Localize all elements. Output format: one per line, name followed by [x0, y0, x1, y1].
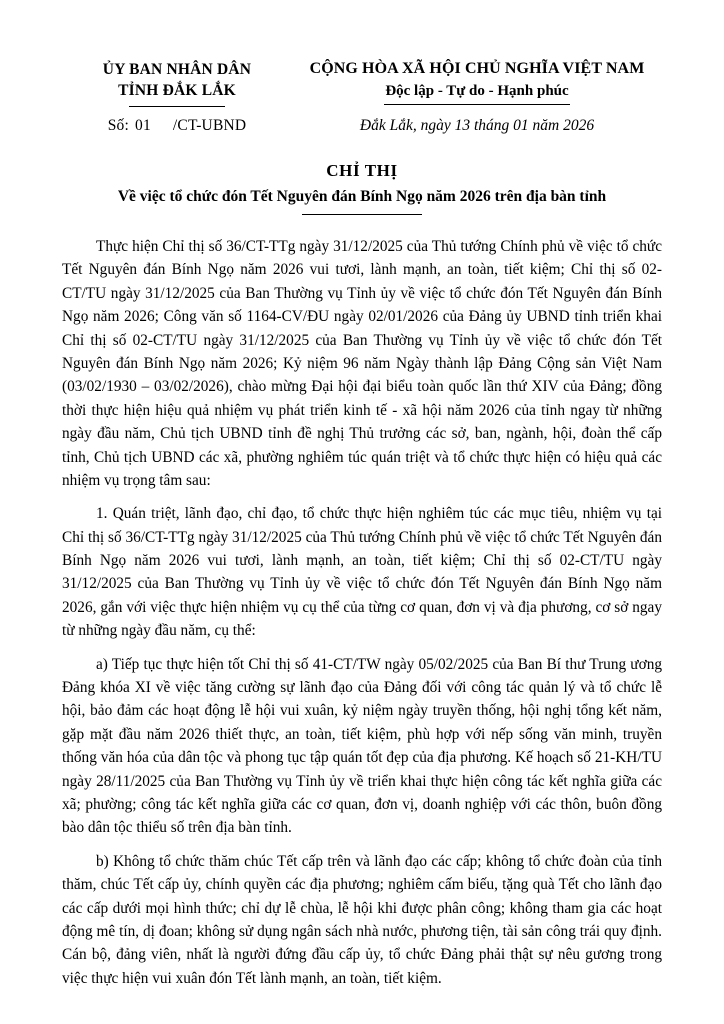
authority-line-1: ỦY BAN NHÂN DÂN [102, 61, 252, 78]
body-paragraph: Thực hiện Chỉ thị số 36/CT-TTg ngày 31/12/2025 của Thủ tướng Chính phủ về việc tổ chức Tết Nguyên đán Bính Ngọ năm 2026 vui tươi, lành mạnh, an toàn, tiết kiệm; Chỉ thị số 02-CT/TU ngày 31/12/2025 của Ban Thường vụ Tỉnh ủy về việc tổ chức đón Tết Nguyên đán Bính Ngọ năm 2026; Công văn số 1164-CV/ĐU ngày 02/01/2026 của Đảng ủy UBND tỉnh triển khai Chỉ thị số 02-CT/TU ngày 31/12/2025 của Ban Thường vụ Tỉnh ủy về việc tổ chức đón Tết Nguyên đán Bính Ngọ năm 2026; Kỷ niệm 96 năm Ngày thành lập Đảng Cộng sản Việt Nam (03/02/1930 – 03/02/2026), chào mừng Đại hội đại biểu toàn quốc lần thứ XIV của Đảng; đồng thời thực hiện hiệu quả nhiệm vụ phát triển kinh tế - xã hội năm 2026 của tỉnh ngay từ những ngày đầu năm, Chủ tịch UBND tỉnh đề nghị Thủ trưởng các sở, ban, ngành, hội, đoàn thể cấp tỉnh, Chủ tịch UBND các xã, phường nghiêm túc quán triệt và tổ chức thực hiện có hiệu quả các nhiệm vụ trọng tâm sau: [62, 237, 662, 489]
document-body [62, 235, 662, 990]
authority-line-2: TỈNH ĐẮK LẮK [118, 81, 236, 99]
document-number-suffix: /CT-UBND [172, 116, 247, 134]
title-underline [302, 214, 422, 215]
national-motto: Độc lập - Tự do - Hạnh phúc [385, 82, 569, 99]
national-underline [384, 104, 570, 105]
document-title-block [62, 161, 662, 215]
document-number-value: 01 [135, 116, 151, 134]
document-number-label: Số: [107, 116, 129, 134]
document-type: CHỈ THỊ [326, 160, 398, 180]
place-and-date: Đắk Lắk, ngày 13 tháng 01 năm 2026 [359, 116, 595, 134]
authority-underline [129, 106, 225, 107]
issuing-authority-block [62, 58, 292, 135]
document-header [62, 58, 662, 135]
body-paragraph: a) Tiếp tục thực hiện tốt Chỉ thị số 41-CT/TW ngày 05/02/2025 của Ban Bí thư Trung ương Đảng khóa XI về việc tăng cường sự lãnh đạo của Đảng đối với công tác quản lý và tổ chức lễ hội, bảo đảm các hoạt động lễ hội vui xuân, kỷ niệm ngày truyền thống, hội nghị tổng kết năm, gặp mặt đầu năm 2026 thiết thực, an toàn, tiết kiệm, phù hợp với nếp sống văn minh, truyền thống văn hóa của dân tộc và phong tục tập quán tốt đẹp của địa phương. Kế hoạch số 21-KH/TU ngày 28/11/2025 của Ban Thường vụ Tỉnh ủy về triển khai thực hiện công tác kết nghĩa giữa các xã; phường; công tác kết nghĩa giữa các cơ quan, đơn vị, doanh nghiệp với các thôn, buôn đồng bào dân tộc thiểu số trên địa bàn tỉnh. [62, 655, 662, 837]
national-heading-block [292, 58, 662, 135]
body-paragraph: b) Không tổ chức thăm chúc Tết cấp trên và lãnh đạo các cấp; không tổ chức đoàn của tỉnh thăm, chúc Tết cấp ủy, chính quyền các địa phương; nghiêm cấm biếu, tặng quà Tết cho lãnh đạo các cấp dưới mọi hình thức; chỉ dự lễ chùa, lễ hội khi được phân công; không tham gia các hoạt động mê tín, dị đoan; không sử dụng ngân sách nhà nước, phương tiện, tài sản công trái quy định. Cán bộ, đảng viên, nhất là người đứng đầu cấp ủy, tổ chức Đảng phải thật sự nêu gương trong việc thực hiện vui xuân đón Tết lành mạnh, an toàn, tiết kiệm. [62, 852, 662, 987]
document-number-line [62, 117, 292, 135]
national-title: CỘNG HÒA XÃ HỘI CHỦ NGHĨA VIỆT NAM [309, 60, 645, 77]
body-paragraph: 1. Quán triệt, lãnh đạo, chỉ đạo, tổ chức thực hiện nghiêm túc các mục tiêu, nhiệm vụ tại Chỉ thị số 36/CT-TTg ngày 31/12/2025 của Thủ tướng Chính phủ về việc tổ chức Tết Nguyên đán Bính Ngọ năm 2026 vui tươi, lành mạnh, an toàn, tiết kiệm; Chỉ thị số 02-CT/TU ngày 31/12/2025 của Ban Thường vụ Tỉnh ủy về việc tổ chức đón Tết Nguyên đán Bính Ngọ năm 2026, gắn với việc thực hiện nhiệm vụ cụ thể của từng cơ quan, đơn vị và địa phương, cơ sở ngay từ những ngày đầu năm, cụ thể: [62, 505, 662, 640]
document-subject: Về việc tổ chức đón Tết Nguyên đán Bính Ngọ năm 2026 trên địa bàn tỉnh [117, 187, 607, 205]
